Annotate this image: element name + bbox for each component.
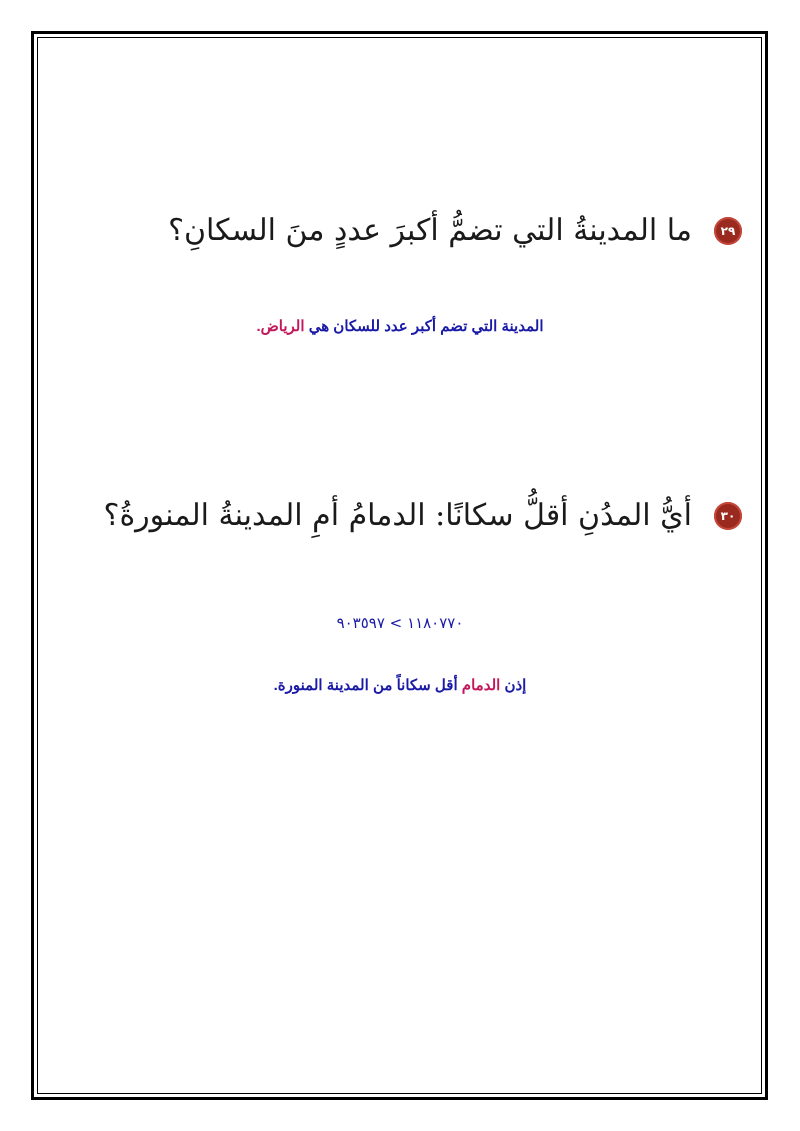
question-29 bbox=[142, 213, 742, 248]
answer-text: المدينة التي تضم أكبر عدد للسكان هي bbox=[308, 318, 544, 335]
question-number-badge: ٢٩ bbox=[714, 217, 742, 245]
answer-highlight: الدمام bbox=[461, 677, 501, 694]
page-border-inner bbox=[37, 37, 762, 1094]
answer-30 bbox=[0, 676, 800, 694]
question-text: أيُّ المدُنِ أقلُّ سكانًا: الدمامُ أمِ المدينةُ المنورةُ؟ bbox=[103, 498, 692, 533]
answer-highlight: الرياض. bbox=[256, 318, 305, 335]
answer-start: إذن bbox=[504, 677, 527, 694]
question-text: ما المدينةُ التي تضمُّ أكبرَ عددٍ منَ السكانِ؟ bbox=[168, 213, 692, 248]
answer-29 bbox=[0, 317, 800, 335]
question-30 bbox=[103, 498, 742, 533]
page-border-outer bbox=[31, 31, 768, 1100]
question-number-badge: ٣٠ bbox=[714, 502, 742, 530]
population-comparison: ١١٨٠٧٧٠ > ٩٠٣٥٩٧ bbox=[336, 614, 464, 632]
answer-rest: أقل سكاناً من المدينة المنورة. bbox=[273, 677, 458, 694]
